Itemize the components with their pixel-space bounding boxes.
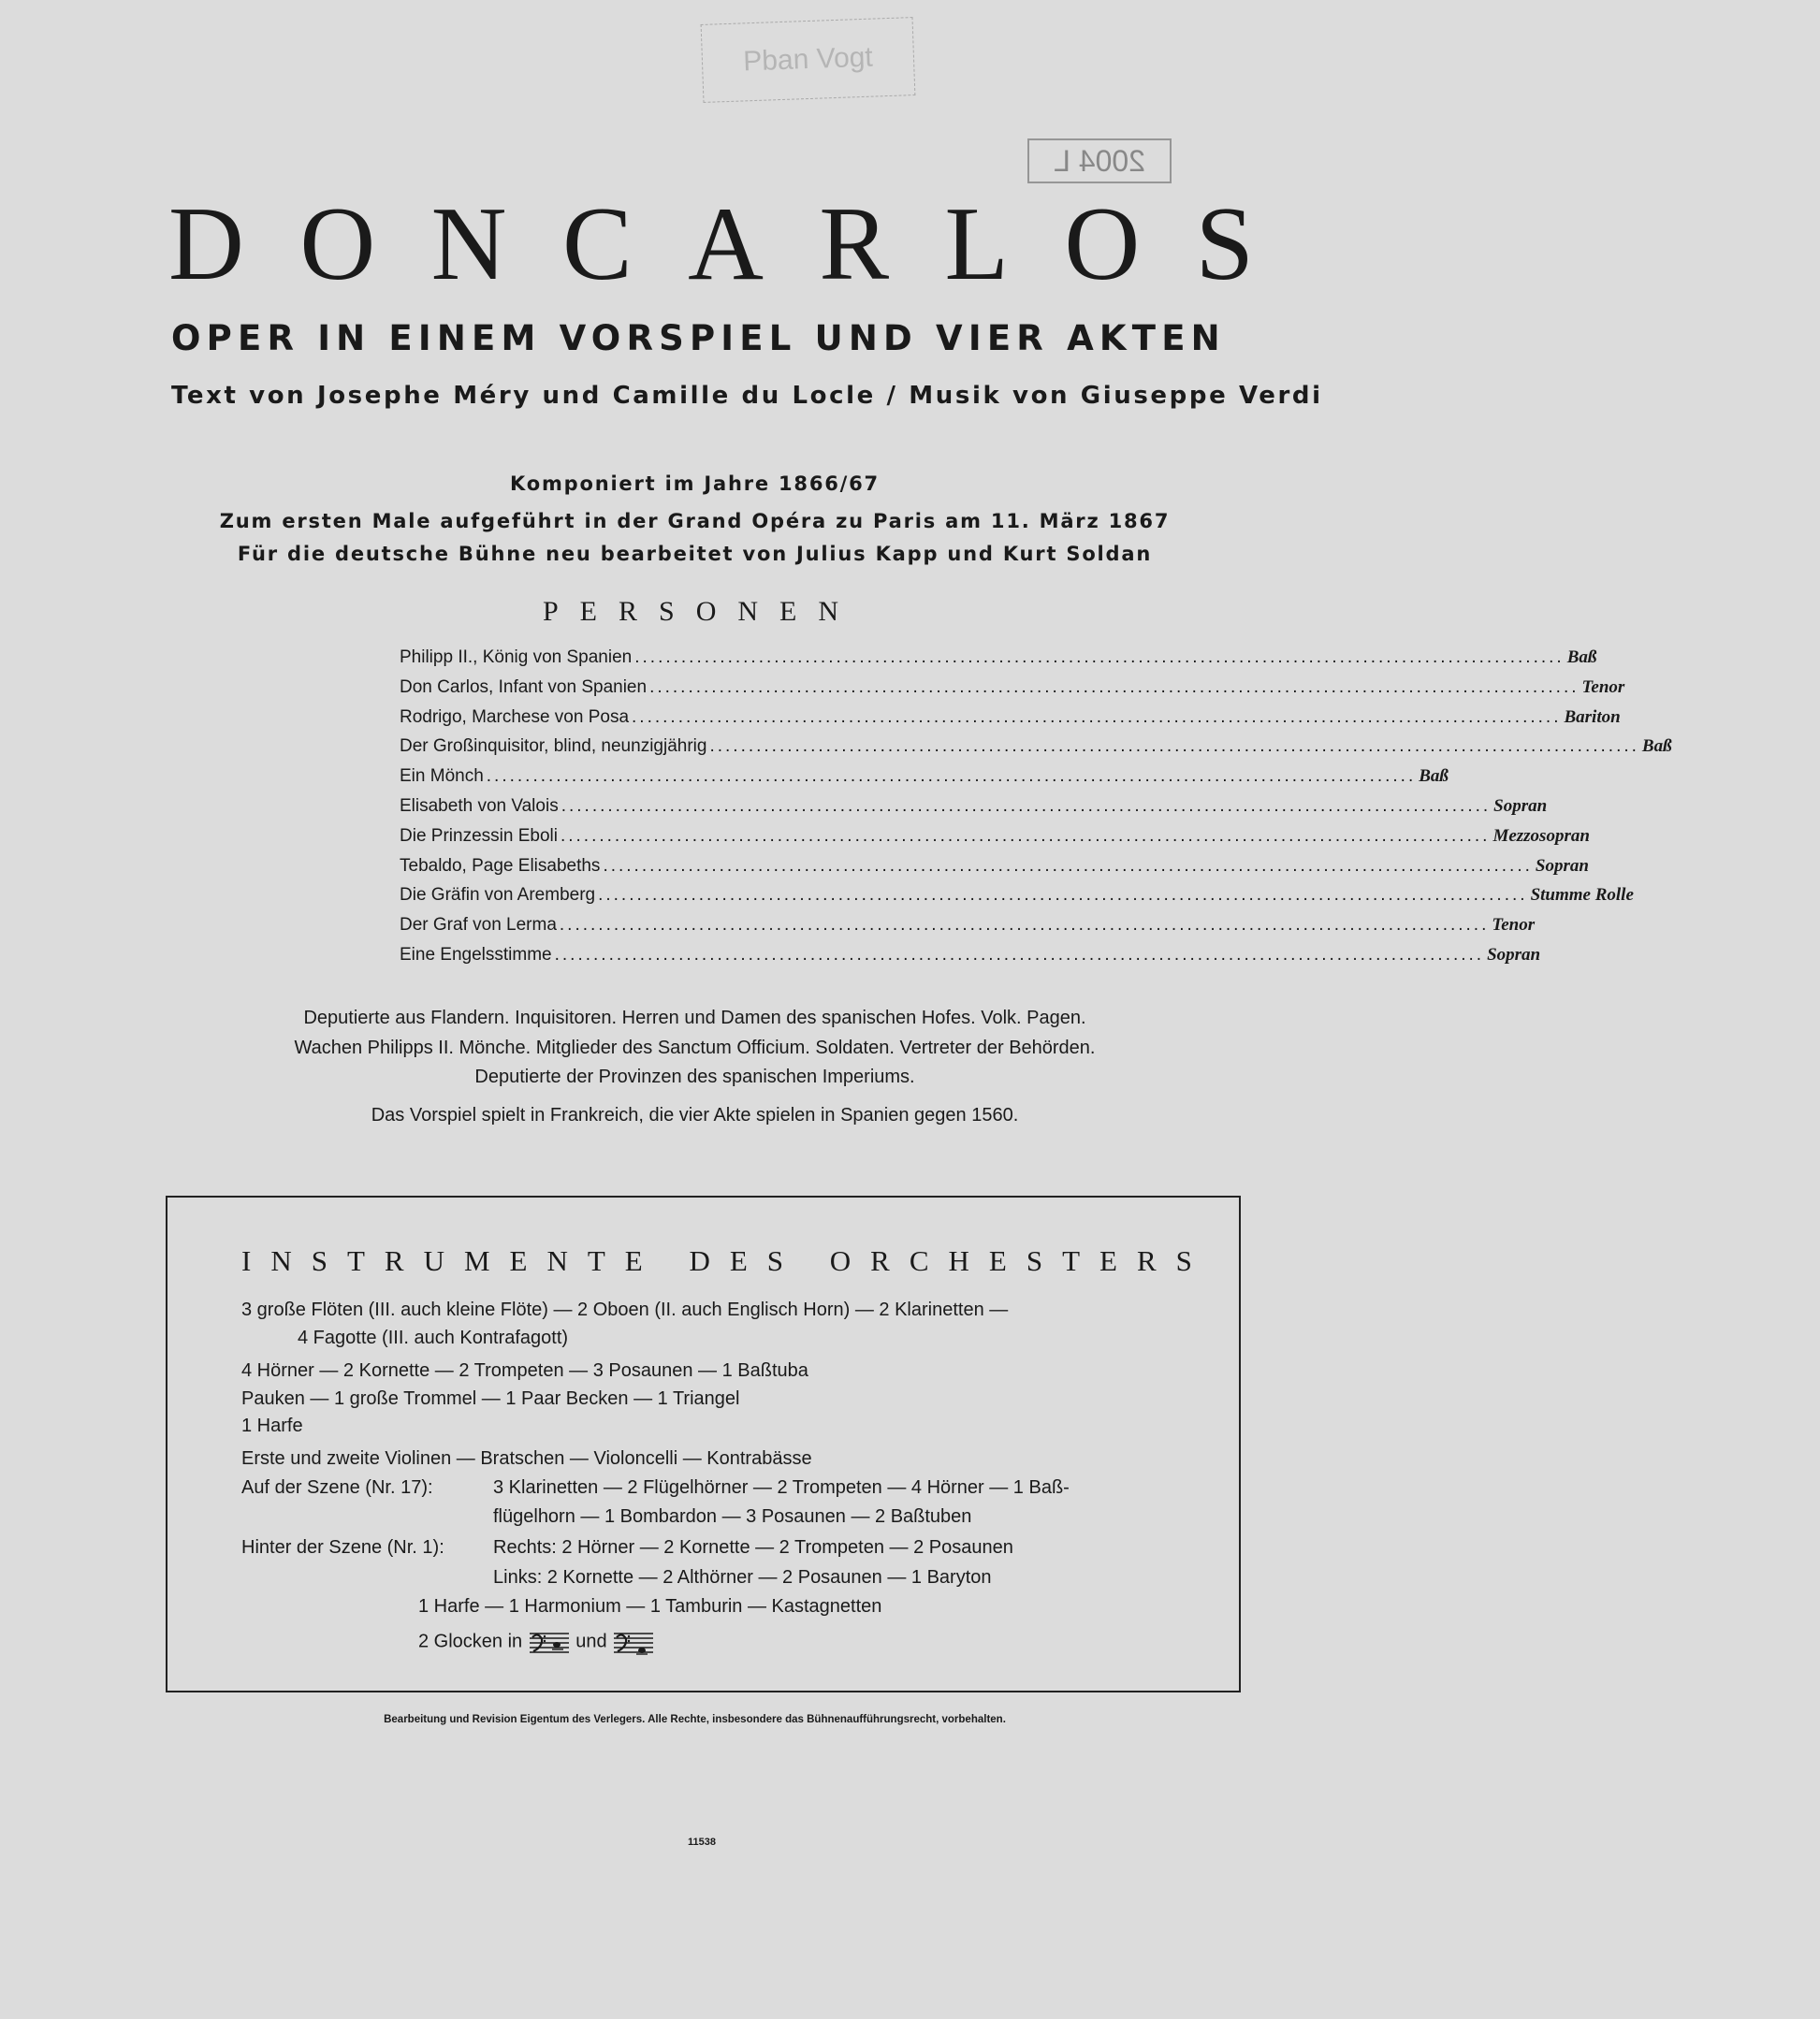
title-letter: L (944, 186, 1009, 302)
composition-date: Komponiert im Jahre 1866/67 (510, 472, 880, 495)
offstage-left: Links: 2 Kornette — 2 Althörner — 2 Posaunen — 1 Baryton (493, 1567, 992, 1588)
orchestra-winds: 3 große Flöten (III. auch kleine Flöte) — 2 Oboen (II. auch Englisch Horn) — 2 Klarinetten — (241, 1300, 1009, 1320)
library-stamp (701, 17, 916, 103)
cast-row (400, 795, 1548, 826)
leader-dots: ........................................................................................................................ (634, 647, 1565, 667)
title-letter: O (1064, 186, 1141, 302)
offstage-label: Hinter der Szene (Nr. 1): (241, 1537, 444, 1558)
offstage-right: Rechts: 2 Hörner — 2 Kornette — 2 Trompeten — 2 Posaunen (493, 1537, 1013, 1558)
cast-role: Don Carlos, Infant von Spanien (400, 676, 648, 697)
chorus-line: Deputierte aus Flandern. Inquisitoren. Herren und Damen des spanischen Hofes. Volk. Pagen. (303, 1008, 1086, 1028)
title-letter: D (168, 186, 244, 302)
cast-voice: Sopran (1487, 944, 1541, 965)
bass-clef-staff-icon (528, 1628, 571, 1656)
stamp-number: 2004 L (1054, 143, 1145, 178)
bells-line (418, 1628, 655, 1656)
chorus-line: Deputierte der Provinzen des spanischen Imperiums. (474, 1067, 915, 1087)
cast-voice: Tenor (1492, 915, 1536, 936)
cast-voice: Baß (1566, 647, 1597, 667)
bells-and: und (575, 1631, 607, 1652)
leader-dots: ........................................................................................................................ (649, 676, 1580, 697)
plate-number: 11538 (688, 1837, 716, 1848)
orchestra-percussion: Pauken — 1 große Trommel — 1 Paar Becken — 1 Triangel (241, 1388, 740, 1409)
cast-voice: Bariton (1564, 706, 1621, 727)
cast-voice: Stumme Rolle (1530, 885, 1634, 906)
cast-voice: Tenor (1581, 676, 1625, 697)
cast-role: Tebaldo, Page Elisabeths (400, 855, 601, 876)
cast-role: Eine Engelsstimme (400, 944, 552, 965)
cast-role: Elisabeth von Valois (400, 795, 559, 816)
cast-list (400, 647, 1672, 975)
bass-clef-staff-icon (612, 1628, 655, 1656)
cast-role: Die Prinzessin Eboli (400, 825, 558, 846)
setting-line: Das Vorspiel spielt in Frankreich, die vier Akte spielen in Spanien gegen 1560. (371, 1105, 1019, 1126)
authors-line: Text von Josephe Méry und Camille du Locle / Musik von Giuseppe Verdi (171, 382, 1323, 410)
cast-row (400, 736, 1672, 766)
cast-row (400, 676, 1625, 707)
leader-dots: ........................................................................................................................ (603, 855, 1533, 876)
cast-row (400, 647, 1597, 677)
cast-role: Rodrigo, Marchese von Posa (400, 706, 630, 727)
cast-row (400, 915, 1536, 945)
orchestra-winds-cont: 4 Fagotte (III. auch Kontrafagott) (298, 1328, 569, 1348)
cast-role: Der Graf von Lerma (400, 915, 557, 936)
cast-row (400, 855, 1589, 886)
orchestra-brass: 4 Hörner — 2 Kornette — 2 Trompeten — 3 Posaunen — 1 Baßtuba (241, 1360, 808, 1381)
cast-row (400, 706, 1621, 737)
title-letter: C (561, 186, 633, 302)
bells-prefix: 2 Glocken in (418, 1631, 523, 1652)
stage-instruments: 3 Klarinetten — 2 Flügelhörner — 2 Trompeten — 4 Hörner — 1 Baß- (493, 1477, 1070, 1498)
adaptation-line: Für die deutsche Bühne neu bearbeitet von Julius Kapp und Kurt Soldan (237, 543, 1153, 565)
cast-voice: Sopran (1493, 795, 1548, 816)
stage-label: Auf der Szene (Nr. 17): (241, 1477, 433, 1498)
personen-heading: PERSONEN (543, 596, 861, 627)
leader-dots: ........................................................................................................................ (598, 885, 1528, 906)
shelf-number-stamp (1027, 138, 1172, 183)
title-letter: O (299, 186, 376, 302)
leader-dots: ........................................................................................................................ (486, 766, 1417, 787)
leader-dots: ........................................................................................................................ (632, 706, 1562, 727)
subtitle: OPER IN EINEM VORSPIEL UND VIER AKTEN (171, 318, 1226, 358)
orchestra-harp: 1 Harfe (241, 1416, 303, 1436)
cast-row (400, 766, 1449, 796)
leader-dots: ........................................................................................................................ (561, 795, 1492, 816)
rights-note: Bearbeitung und Revision Eigentum des Verlegers. Alle Rechte, insbesondere das Bühnenaufführungsrecht, vorbehalten. (384, 1714, 1006, 1725)
leader-dots: ........................................................................................................................ (709, 736, 1639, 757)
leader-dots: ........................................................................................................................ (554, 944, 1485, 965)
cast-row (400, 885, 1634, 915)
cast-voice: Mezzosopran (1492, 825, 1590, 846)
cast-role: Der Großinquisitor, blind, neunzigjährig (400, 736, 707, 757)
cast-role: Ein Mönch (400, 766, 484, 787)
stamp-text: Pban Vogt (742, 41, 874, 78)
title-letter: A (688, 186, 764, 302)
leader-dots: ........................................................................................................................ (559, 915, 1490, 936)
offstage-extra: 1 Harfe — 1 Harmonium — 1 Tamburin — Kastagnetten (418, 1596, 882, 1617)
title-letter: N (430, 186, 507, 302)
cast-role: Philipp II., König von Spanien (400, 647, 633, 667)
stage-instruments-cont: flügelhorn — 1 Bombardon — 3 Posaunen — 2 Baßtuben (493, 1506, 972, 1527)
cast-voice: Baß (1419, 766, 1449, 787)
leader-dots: ........................................................................................................................ (560, 825, 1491, 846)
cast-voice: Sopran (1535, 855, 1589, 876)
title-letter: S (1195, 186, 1254, 302)
cast-role: Die Gräfin von Aremberg (400, 885, 596, 906)
cast-voice: Baß (1641, 736, 1672, 757)
orchestra-strings: Erste und zweite Violinen — Bratschen — Violoncelli — Kontrabässe (241, 1448, 812, 1469)
chorus-line: Wachen Philipps II. Mönche. Mitglieder des Sanctum Officium. Soldaten. Vertreter der Behörden. (294, 1038, 1096, 1058)
page-title (168, 186, 1254, 304)
cast-row (400, 944, 1541, 975)
title-letter: R (819, 186, 890, 302)
orchestra-heading: INSTRUMENTE DES ORCHESTERS (241, 1244, 1212, 1277)
cast-row (400, 825, 1590, 856)
premiere-line: Zum ersten Male aufgeführt in der Grand Opéra zu Paris am 11. März 1867 (219, 510, 1171, 532)
